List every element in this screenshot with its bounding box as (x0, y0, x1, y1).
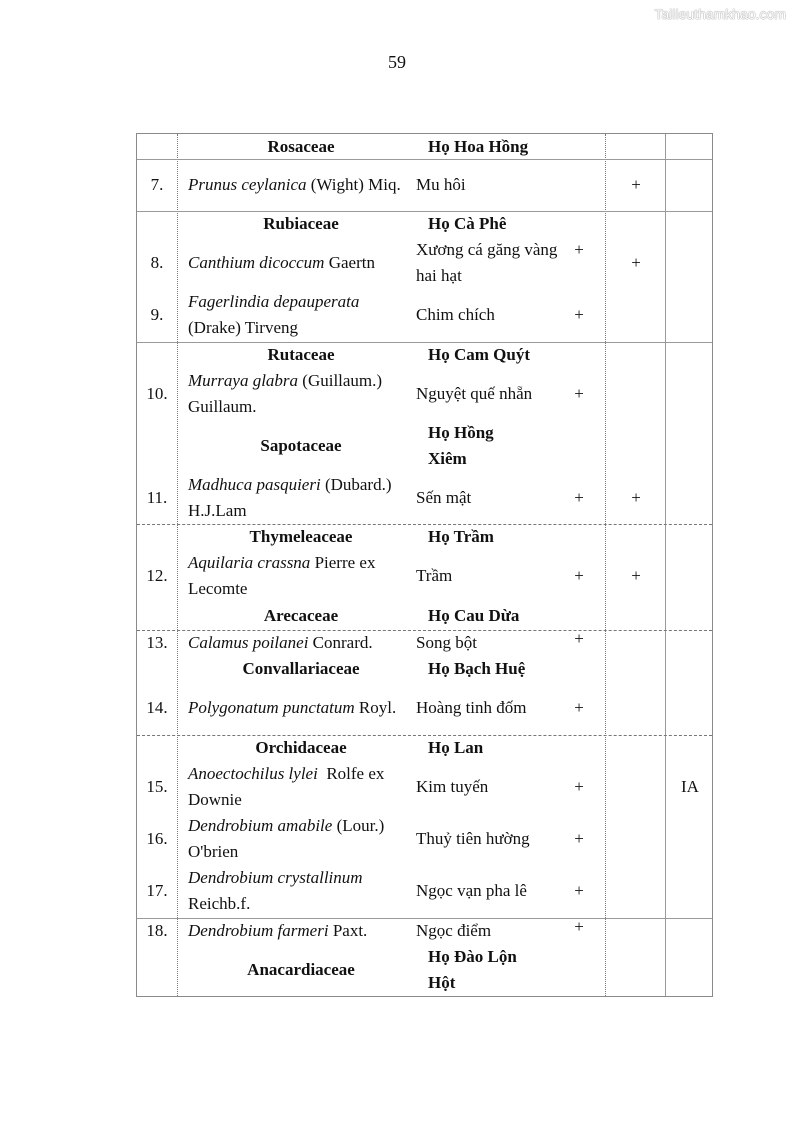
family-scientific-name: Anacardiaceae (247, 960, 355, 979)
family-vietnamese-name: Họ Hoa Hồng (428, 136, 529, 156)
status-mark: + (574, 566, 584, 585)
family-scientific-name: Arecaceae (263, 606, 339, 625)
species-vietnamese-name: Ngọc vạn pha lê (416, 881, 527, 900)
species-vietnamese-name: Ngọc điểm (416, 921, 492, 940)
family-scientific-name: Thymeleaceae (249, 527, 353, 546)
family-vietnamese-name: Họ Hồng Xiêm (428, 423, 494, 468)
status-mark: + (574, 777, 584, 796)
family-vietnamese-name: Họ Trầm (428, 527, 494, 546)
species-vietnamese-name: Sến mật (416, 488, 472, 507)
species-scientific-name: Murraya glabra (Guillaum.) Guillaum. (188, 371, 383, 416)
species-scientific-name: Dendrobium amabile (Lour.) O'brien (188, 816, 385, 861)
species-vietnamese-name: Mu hôi (416, 175, 466, 194)
family-scientific-name: Orchidaceae (255, 738, 347, 757)
species-vietnamese-name: Song bột (416, 633, 477, 652)
species-scientific-name: Dendrobium crystallinum Reichb.f. (188, 868, 363, 913)
status-mark: + (631, 175, 641, 194)
status-mark: + (574, 240, 584, 259)
family-scientific-name: Convallariaceae (242, 659, 360, 678)
row-number: 10. (146, 384, 168, 403)
column-divider (665, 134, 666, 996)
species-vietnamese-name: Hoàng tinh đốm (416, 698, 527, 717)
species-scientific-name: Anoectochilus lylei Rolfe ex Downie (188, 764, 389, 809)
species-scientific-name: Aquilaria crassna Pierre ex Lecomte (188, 553, 376, 598)
family-scientific-name: Sapotaceae (260, 436, 342, 455)
species-scientific-name: Polygonatum punctatum Royl. (188, 698, 397, 717)
row-number: 8. (150, 253, 164, 272)
status-mark: + (574, 698, 584, 717)
species-scientific-name: Dendrobium farmeri Paxt. (188, 921, 368, 940)
species-vietnamese-name: Xương cá găng vàng hai hạt (416, 240, 558, 285)
status-mark: + (574, 917, 584, 936)
row-number: 11. (146, 488, 168, 507)
row-number: 9. (150, 305, 164, 324)
status-mark: + (574, 629, 584, 648)
species-vietnamese-name: Thuỷ tiên hường (416, 829, 530, 848)
status-mark: + (631, 253, 641, 272)
row-number: 14. (146, 698, 168, 717)
column-divider (177, 134, 178, 996)
family-vietnamese-name: Họ Cam Quýt (428, 345, 530, 364)
family-vietnamese-name: Họ Đào Lộn Hột (428, 947, 517, 992)
watermark: Tailieuthamkhao.com (654, 6, 786, 22)
status-mark: + (574, 881, 584, 900)
status-mark: + (574, 488, 584, 507)
species-vietnamese-name: Kim tuyến (416, 777, 489, 796)
row-number: 12. (146, 566, 168, 585)
status-mark: + (631, 488, 641, 507)
row-number: 13. (146, 633, 168, 652)
status-mark: IA (681, 777, 699, 796)
status-mark: + (631, 566, 641, 585)
row-number: 7. (150, 175, 164, 194)
page-number: 59 (388, 52, 406, 72)
species-vietnamese-name: Nguyệt quế nhẵn (416, 384, 533, 403)
species-table (136, 133, 713, 997)
species-vietnamese-name: Chim chích (416, 305, 495, 324)
status-mark: + (574, 829, 584, 848)
family-vietnamese-name: Họ Cau Dừa (428, 606, 520, 625)
species-vietnamese-name: Trầm (416, 566, 453, 585)
row-number: 17. (146, 881, 168, 900)
species-scientific-name: Madhuca pasquieri (Dubard.) H.J.Lam (188, 475, 392, 520)
species-scientific-name: Calamus poilanei Conrard. (188, 633, 373, 652)
species-scientific-name: Prunus ceylanica (Wight) Miq. (188, 175, 401, 194)
status-mark: + (574, 384, 584, 403)
row-number: 15. (146, 777, 168, 796)
row-number: 16. (146, 829, 168, 848)
family-vietnamese-name: Họ Bạch Huệ (428, 659, 526, 678)
column-divider (605, 134, 606, 996)
row-number: 18. (146, 921, 168, 940)
family-vietnamese-name: Họ Lan (428, 738, 484, 757)
family-scientific-name: Rubiaceae (263, 214, 339, 233)
species-scientific-name: Fagerlindia depauperata (Drake) Tirveng (188, 292, 360, 337)
family-scientific-name: Rutaceae (267, 345, 335, 364)
species-scientific-name: Canthium dicoccum Gaertn (188, 253, 375, 272)
status-mark: + (574, 305, 584, 324)
family-vietnamese-name: Họ Cà Phê (428, 214, 507, 233)
family-scientific-name: Rosaceae (267, 136, 335, 156)
